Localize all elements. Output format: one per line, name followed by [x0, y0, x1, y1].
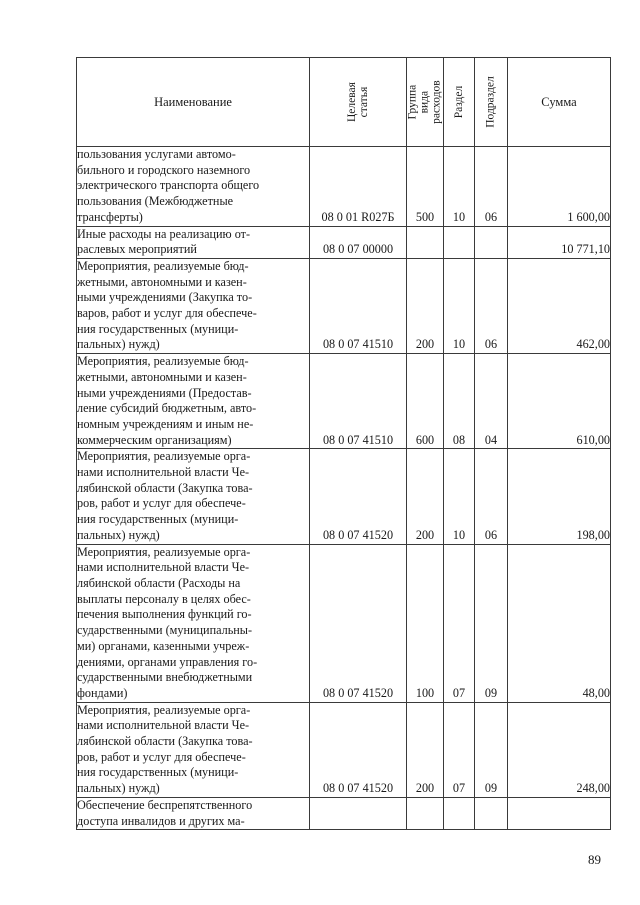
- row-section: [444, 226, 475, 258]
- row-name-line: пальных) нужд): [77, 781, 160, 796]
- row-name-line: ния государственных (муници-: [77, 765, 239, 780]
- row-expense-group: 600: [407, 354, 444, 449]
- row-name-cell: [77, 354, 310, 449]
- row-name-line: раслевых мероприятий: [77, 242, 197, 257]
- row-name-line: ров, работ и услуг для обеспече-: [77, 749, 246, 764]
- row-subsection: 06: [475, 449, 508, 544]
- table-row: [77, 258, 611, 353]
- row-name-line: пальных) нужд): [77, 337, 160, 352]
- row-amount: 462,00: [508, 258, 611, 353]
- header-subsection: [475, 58, 508, 147]
- row-name-line: ров, работ и услуг для обеспече-: [77, 496, 246, 511]
- row-name-line: жетными, автономными и казен-: [77, 369, 247, 384]
- row-target-article: 08 0 01 R027Б: [310, 147, 407, 227]
- row-name-line: лябинской области (Закупка това-: [77, 734, 253, 749]
- row-name-line: номным учреждениям и иным не-: [77, 416, 254, 431]
- row-section: 10: [444, 258, 475, 353]
- row-section: [444, 797, 475, 829]
- row-name-line: коммерческим организациям): [77, 432, 232, 447]
- row-subsection: 06: [475, 147, 508, 227]
- row-name-line: нами исполнительной власти Че-: [77, 465, 250, 480]
- row-amount: 10 771,10: [508, 226, 611, 258]
- row-target-article: 08 0 07 41510: [310, 258, 407, 353]
- row-name-line: пользования услугами автомо-: [77, 147, 236, 161]
- row-name-line: ление субсидий бюджетным, авто-: [77, 401, 257, 416]
- header-expense-group-label: Группа вида расходов: [406, 80, 444, 124]
- table-row: [77, 544, 611, 702]
- row-expense-group: 500: [407, 147, 444, 227]
- row-name-line: бильного и городского наземного: [77, 162, 251, 177]
- table-row: [77, 797, 611, 829]
- row-name-line: доступа инвалидов и других ма-: [77, 813, 245, 828]
- table-row: [77, 702, 611, 797]
- row-expense-group: 200: [407, 258, 444, 353]
- row-subsection: 09: [475, 544, 508, 702]
- row-expense-group: [407, 797, 444, 829]
- header-name: Наименование: [77, 58, 310, 147]
- table-body: [77, 147, 611, 830]
- row-name-line: ния государственных (муници-: [77, 321, 239, 336]
- row-target-article: 08 0 07 41520: [310, 702, 407, 797]
- row-section: 10: [444, 449, 475, 544]
- row-name-line: Мероприятия, реализуемые орга-: [77, 449, 251, 464]
- row-name-cell: [77, 147, 310, 227]
- row-expense-group: 100: [407, 544, 444, 702]
- row-name-line: жетными, автономными и казен-: [77, 274, 247, 289]
- row-target-article: [310, 797, 407, 829]
- row-name-cell: [77, 544, 310, 702]
- row-name-line: лябинской области (Закупка това-: [77, 480, 253, 495]
- row-name-line: лябинской области (Расходы на: [77, 575, 241, 590]
- table-row: [77, 354, 611, 449]
- row-amount: 198,00: [508, 449, 611, 544]
- row-amount: 610,00: [508, 354, 611, 449]
- row-name-line: ными учреждениями (Закупка то-: [77, 290, 253, 305]
- row-name-line: ния государственных (муници-: [77, 512, 239, 527]
- row-section: 08: [444, 354, 475, 449]
- header-subsection-label: Подраздел: [484, 76, 497, 128]
- row-name-line: Иные расходы на реализацию от-: [77, 226, 251, 241]
- budget-table: [76, 57, 611, 830]
- row-name-line: трансферты): [77, 209, 143, 224]
- row-name-line: сударственными внебюджетными: [77, 670, 253, 685]
- row-name-line: нами исполнительной власти Че-: [77, 718, 250, 733]
- row-name-line: сударственными (муниципальны-: [77, 623, 253, 638]
- row-name-line: фондами): [77, 685, 128, 700]
- row-name-line: Мероприятия, реализуемые орга-: [77, 702, 251, 717]
- row-expense-group: 200: [407, 702, 444, 797]
- row-name-line: пальных) нужд): [77, 527, 160, 542]
- row-name-cell: [77, 702, 310, 797]
- row-section: 07: [444, 702, 475, 797]
- table-row: [77, 147, 611, 227]
- row-subsection: 09: [475, 702, 508, 797]
- row-name-cell: [77, 797, 310, 829]
- row-target-article: 08 0 07 41520: [310, 449, 407, 544]
- header-expense-group: [407, 58, 444, 147]
- row-name-line: Обеспечение беспрепятственного: [77, 797, 253, 812]
- row-amount: [508, 797, 611, 829]
- header-target-article-label: Целевая статья: [345, 82, 370, 122]
- row-amount: 1 600,00: [508, 147, 611, 227]
- row-name-line: Мероприятия, реализуемые бюд-: [77, 354, 249, 369]
- row-name-line: ми) органами, казенными учреж-: [77, 638, 250, 653]
- row-name-cell: [77, 258, 310, 353]
- header-amount: Сумма: [508, 58, 611, 147]
- row-name-line: нами исполнительной власти Че-: [77, 560, 250, 575]
- row-subsection: [475, 226, 508, 258]
- row-name-cell: [77, 226, 310, 258]
- row-name-line: печения выполнения функций го-: [77, 607, 252, 622]
- row-expense-group: 200: [407, 449, 444, 544]
- row-subsection: [475, 797, 508, 829]
- row-target-article: 08 0 07 00000: [310, 226, 407, 258]
- page-number: 89: [588, 852, 601, 867]
- header-target-article: [310, 58, 407, 147]
- row-name-line: пользования (Межбюджетные: [77, 194, 234, 209]
- row-name-line: электрического транспорта общего: [77, 178, 260, 193]
- row-name-line: дениями, органами управления го-: [77, 654, 258, 669]
- row-name-line: Мероприятия, реализуемые бюд-: [77, 258, 249, 273]
- row-amount: 248,00: [508, 702, 611, 797]
- row-target-article: 08 0 07 41510: [310, 354, 407, 449]
- table-row: [77, 226, 611, 258]
- row-name-line: выплаты персоналу в целях обес-: [77, 591, 251, 606]
- row-name-cell: [77, 449, 310, 544]
- table-row: [77, 449, 611, 544]
- row-section: 07: [444, 544, 475, 702]
- row-amount: 48,00: [508, 544, 611, 702]
- header-section-label: Раздел: [452, 85, 465, 119]
- row-name-line: ными учреждениями (Предостав-: [77, 385, 252, 400]
- row-name-line: варов, работ и услуг для обеспече-: [77, 306, 257, 321]
- table-header-row: [77, 58, 611, 147]
- row-section: 10: [444, 147, 475, 227]
- row-target-article: 08 0 07 41520: [310, 544, 407, 702]
- header-section: [444, 58, 475, 147]
- row-subsection: 06: [475, 258, 508, 353]
- row-subsection: 04: [475, 354, 508, 449]
- row-expense-group: [407, 226, 444, 258]
- row-name-line: Мероприятия, реализуемые орга-: [77, 544, 251, 559]
